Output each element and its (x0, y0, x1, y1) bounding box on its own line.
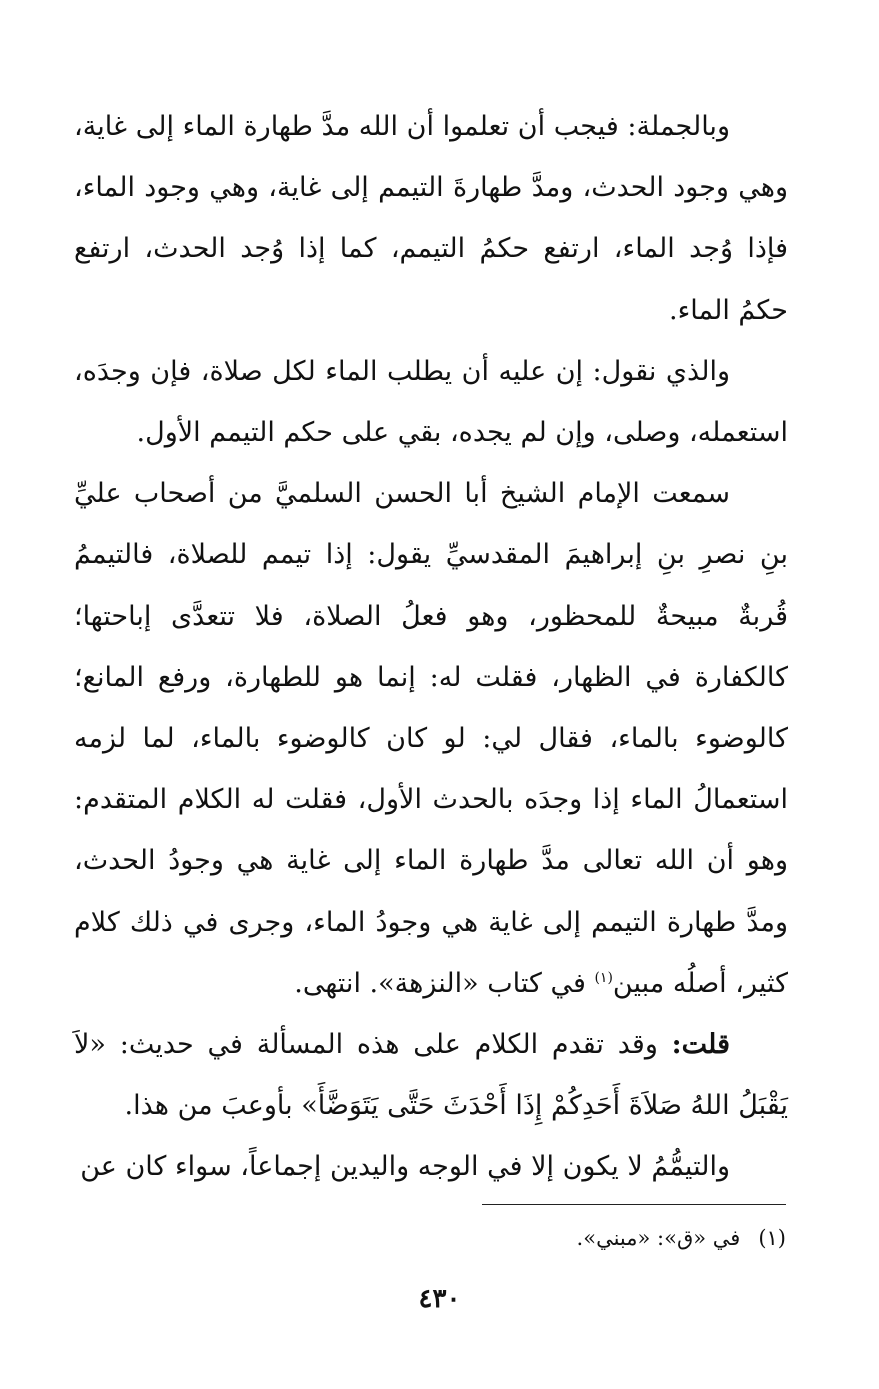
paragraph-4-text: وقد تقدم الكلام على هذه المسألة في حديث: «لاَ يَقْبَلُ اللهُ صَلاَةَ أَحَدِكُمْ إِذَا أَحْدَثَ حَتَّى يَتَوَضَّأَ» بأوعبَ من هذا. (74, 1029, 788, 1122)
paragraph-1: وبالجملة: فيجب أن تعلموا أن الله مدَّ طهارة الماء إلى غاية، وهي وجود الحدث، ومدَّ طهارةَ التيمم إلى غاية، وهي وجود الماء، فإذا وُجد الماء، ارتفع حكمُ التيمم، كما إذا وُجد الحدث، ارتفع حكمُ الماء. (74, 111, 788, 326)
paragraph-3-continuation: في كتاب «النزهة». انتهى. (294, 967, 595, 999)
paragraph-4 (74, 1014, 788, 1136)
paragraph-5: والتيمُّمُ لا يكون إلا في الوجه واليدين إجماعاً، سواء كان عن (80, 1151, 730, 1183)
footnote (186, 1218, 786, 1258)
footnote-text: في «ق»: «مبني». (576, 1226, 741, 1250)
paragraph-3-text: سمعت الإمام الشيخ أبا الحسن السلميَّ من أصحاب عليِّ بنِ نصرِ بنِ إبراهيمَ المقدسيِّ يقول: إذا تيمم للصلاة، فالتيممُ قُربةٌ مبيحةٌ للمحظور، وهو فعلُ الصلاة، فلا تتعدَّى إباحتها؛ كالكفارة في الظهار، فقلت له: إنما هو للطهارة، ورفع المانع؛ كالوضوء بالماء، فقال لي: لو كان كالوضوء بالماء، لما لزمه استعمالُ الماء إذا وجدَه بالحدث الأول، فقلت له الكلام المتقدم: وهو أن الله تعالى مدَّ طهارة الماء إلى غاية هي وجودُ الحدث، ومدَّ طهارة التيمم إلى غاية هي وجودُ الماء، وجرى في ذلك كلام كثير، أصلُه مبين (74, 478, 788, 999)
footnote-number: (١) (758, 1226, 786, 1250)
paragraph-4-lead: قلت: (671, 1029, 730, 1061)
footnote-reference[interactable]: (١) (594, 969, 613, 986)
paragraph-3 (74, 463, 788, 1014)
page-body (74, 96, 788, 1198)
paragraph-2: والذي نقول: إن عليه أن يطلب الماء لكل صلاة، فإن وجدَه، استعمله، وصلى، وإن لم يجده، بقي على حكم التيمم الأول. (74, 355, 788, 449)
page-number: ٤٣٠ (418, 1284, 461, 1314)
footnote-separator (482, 1204, 786, 1205)
